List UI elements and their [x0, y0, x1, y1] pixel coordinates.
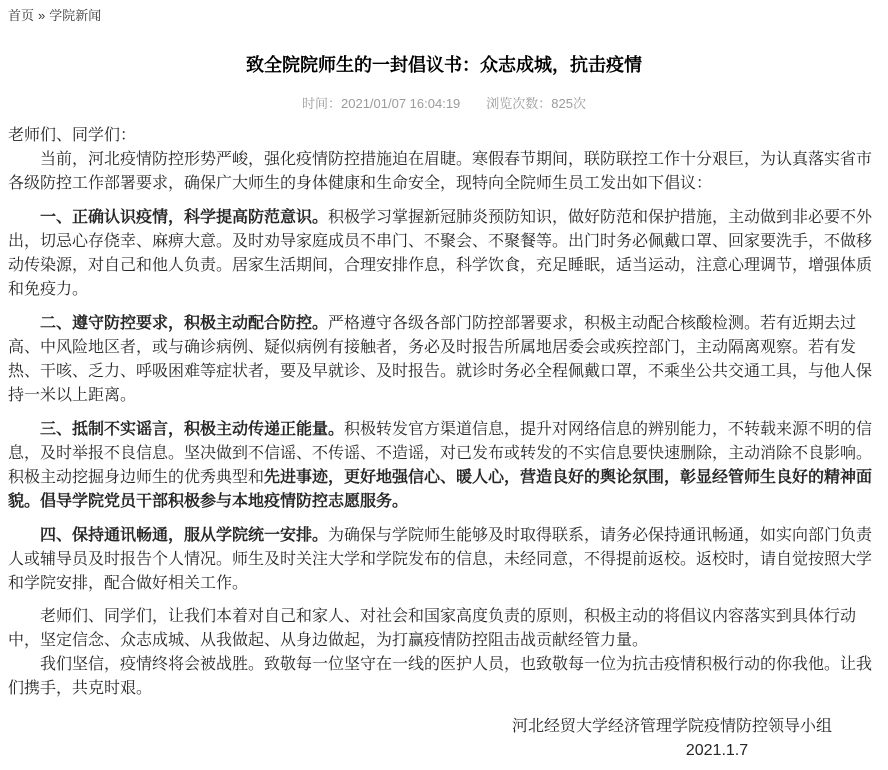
- breadcrumb-home-link[interactable]: 首页: [8, 8, 35, 23]
- paragraph-text-run: 为确保与学院师生能够及时取得联系，请务必保持通讯畅通，如实向部门负责人或辅导员及时报告个人情况。师生及时关注大学和学院发布的信息，未经同意，不得提前返校。返校时，请自觉按照大学和学院安排，配合做好相关工作。: [8, 527, 873, 592]
- paragraph-text-run: 积极转发官方渠道信息，提升对网络信息的辨别能力，不转载来源不明的信息，及时举报不良信息。坚决做到不信谣、不传谣、不造谣，对已发布或转发的不实信息要快速删除，主动消除不良影响。积极主动挖掘身边师生的优秀典型和: [8, 421, 873, 486]
- breadcrumb-separator: »: [38, 8, 46, 23]
- signature-inner: [512, 715, 832, 763]
- meta-views-label: 浏览次数：: [486, 96, 552, 111]
- paragraph-bold-run: 三、抵制不实谣言，积极主动传递正能量。: [40, 421, 345, 438]
- body-paragraph-item: [8, 206, 880, 302]
- signature-org: 河北经贸大学经济管理学院疫情防控领导小组: [511, 718, 832, 735]
- article-body: [0, 124, 888, 701]
- paragraph-bold-run: 先进事迹，更好地强信心、暖人心，营造良好的舆论氛围，彰显经管师生良好的精神面貌。倡导学院党员干部积极参与本地疫情防控志愿服务。: [8, 469, 873, 510]
- paragraph-bold-run: 一、正确认识疫情，科学提高防范意识。: [40, 209, 329, 226]
- signature-block: [0, 715, 888, 763]
- page-title: 致全院院师生的一封倡议书：众志成城，抗击疫情: [246, 55, 642, 75]
- body-paragraph-item: [8, 312, 880, 408]
- body-paragraph-intro: [8, 148, 880, 196]
- meta-time-value: 2021/01/07 16:04:19: [341, 96, 461, 111]
- body-paragraph-closing: [8, 653, 880, 701]
- paragraph-text-run: 严格遵守各级各部门防控部署要求，积极主动配合核酸检测。若有近期去过高、中风险地区者，或与确诊病例、疑似病例有接触者，务必及时报告所属地居委会或疾控部门，主动隔离观察。若有发热、干咳、乏力、呼吸困难等症状者，要及早就诊、及时报告。就诊时务必全程佩戴口罩，不乘坐公共交通工具，与他人保持一米以上距离。: [8, 315, 873, 404]
- article-meta: [0, 96, 888, 112]
- paragraph-bold-run: 二、遵守防控要求，积极主动配合防控。: [40, 315, 329, 332]
- paragraph-text-run: 积极学习掌握新冠肺炎预防知识，做好防范和保护措施，主动做到非必要不外出，切忌心存侥幸、麻痹大意。及时劝导家庭成员不串门、不聚会、不聚餐等。出门时务必佩戴口罩、回家要洗手，不做移动传染源，对自己和他人负责。居家生活期间，合理安排作息，科学饮食，充足睡眠，适当运动，注意心理调节，增强体质和免疫力。: [8, 209, 873, 298]
- breadcrumb: [0, 0, 888, 23]
- meta-time-label: 时间：: [301, 96, 341, 111]
- paragraph-text-run: 我们坚信，疫情终将会被战胜。致敬每一位坚守在一线的医护人员，也致敬每一位为抗击疫情积极行动的你我他。让我们携手，共克时艰。: [8, 656, 873, 697]
- body-paragraph-closing-first: [8, 605, 880, 653]
- paragraph-bold-run: 四、保持通讯畅通，服从学院统一安排。: [40, 527, 329, 544]
- body-paragraph-salutation: [8, 124, 880, 148]
- paragraph-text-run: 老师们、同学们：: [8, 127, 137, 144]
- signature-date: 2021.1.7: [685, 742, 749, 759]
- body-paragraph-item: [8, 524, 880, 596]
- body-paragraph-item: [8, 418, 880, 514]
- paragraph-text-run: 当前，河北疫情防控形势严峻，强化疫情防控措施迫在眉睫。寒假春节期间，联防联控工作十分艰巨，为认真落实省市各级防控工作部署要求，确保广大师生的身体健康和生命安全，现特向全院师生员工发出如下倡议：: [8, 151, 873, 192]
- meta-views-value: 825次: [551, 96, 586, 111]
- breadcrumb-section-link[interactable]: 学院新闻: [49, 8, 102, 23]
- paragraph-text-run: 老师们、同学们，让我们本着对自己和家人、对社会和国家高度负责的原则，积极主动的将倡议内容落实到具体行动中，坚定信念、众志成城、从我做起、从身边做起，为打赢疫情防控阻击战贡献经管力量。: [8, 608, 857, 649]
